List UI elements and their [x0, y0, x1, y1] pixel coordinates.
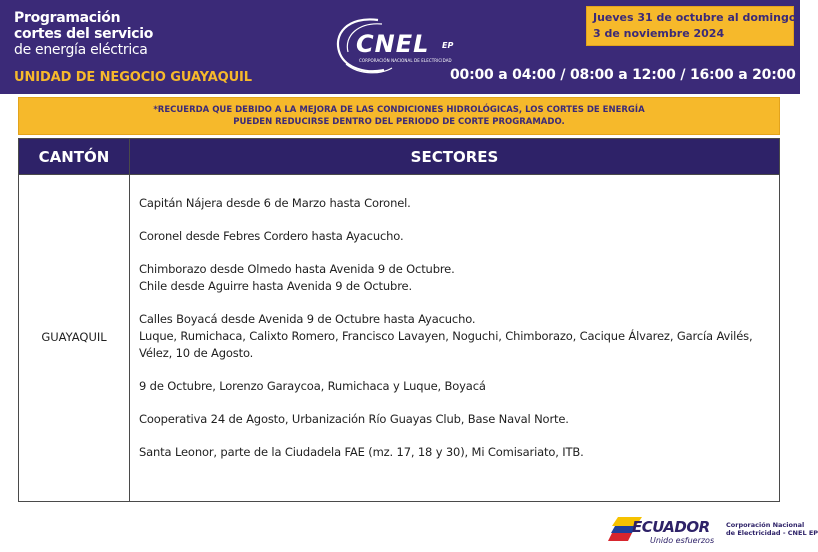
- sector-line: Cooperativa 24 de Agosto, Urbanización Río Guayas Club, Base Naval Norte.: [139, 412, 569, 426]
- sector-line: Vélez, 10 de Agosto.: [139, 346, 254, 360]
- sector-line: 9 de Octubre, Lorenzo Garaycoa, Rumichaca y Luque, Boyacá: [139, 379, 486, 393]
- corp-line-2: de Electricidad - CNEL EP: [726, 529, 818, 537]
- ecuador-wordmark: ECUADOR: [632, 518, 710, 536]
- date-range-box: [586, 6, 797, 46]
- business-unit-label: UNIDAD DE NEGOCIO GUAYAQUIL: [14, 70, 252, 85]
- sector-line: Calles Boyacá desde Avenida 9 de Octubre hasta Ayacucho.: [139, 312, 476, 326]
- title-line-2: cortes del servicio: [14, 26, 154, 42]
- canton-cell: [19, 175, 129, 501]
- column-divider: [129, 139, 130, 501]
- ecuador-logo: [612, 515, 818, 549]
- canton-name: GUAYAQUIL: [41, 330, 107, 344]
- sector-group: [139, 228, 775, 245]
- schedule-table: [18, 138, 780, 502]
- sector-line: Coronel desde Febres Cordero hasta Ayacucho.: [139, 229, 404, 243]
- date-line-1: Jueves 31 de octubre al domingo: [593, 11, 797, 24]
- logo-subtitle: CORPORACIÓN NACIONAL DE ELECTRICIDAD: [359, 58, 452, 63]
- slogan: Unido esfuerzos: [650, 536, 715, 545]
- date-line-2: 3 de noviembre 2024: [593, 27, 725, 40]
- notice-line-2: PUEDEN REDUCIRSE DENTRO DEL PERIODO DE CORTE PROGRAMADO.: [233, 117, 565, 127]
- sector-group: [139, 411, 775, 428]
- table-header: [19, 139, 779, 175]
- sector-group: [139, 378, 775, 395]
- header-banner: [0, 0, 800, 94]
- title-line-3: de energía eléctrica: [14, 42, 148, 58]
- sectors-cell: [139, 195, 775, 477]
- sector-group: [139, 311, 775, 362]
- corporation-name: [726, 521, 818, 537]
- notice-line-1: *RECUERDA QUE DEBIDO A LA MEJORA DE LAS CONDICIONES HIDROLÓGICAS, LOS CORTES DE ENERGÍA: [153, 105, 645, 115]
- sector-line: Luque, Rumichaca, Calixto Romero, Francisco Lavayen, Noguchi, Chimborazo, Cacique Álvarez, García Avilés,: [139, 329, 753, 343]
- sector-group: [139, 261, 775, 295]
- sector-line: Chile desde Aguirre hasta Avenida 9 de Octubre.: [139, 279, 412, 293]
- sector-line: Chimborazo desde Olmedo hasta Avenida 9 de Octubre.: [139, 262, 455, 276]
- header-sectores: SECTORES: [410, 148, 499, 166]
- sector-line: Capitán Nájera desde 6 de Marzo hasta Coronel.: [139, 196, 411, 210]
- logo-text: CNEL: [356, 30, 430, 58]
- sector-group: [139, 195, 775, 212]
- header-title: [14, 10, 153, 58]
- title-line-1: Programación: [14, 10, 121, 26]
- sector-group: [139, 444, 775, 461]
- sector-line: Santa Leonor, parte de la Ciudadela FAE (mz. 17, 18 y 30), Mi Comisariato, ITB.: [139, 445, 584, 459]
- header-canton: CANTÓN: [38, 148, 110, 166]
- outage-hours: 00:00 a 04:00 / 08:00 a 12:00 / 16:00 a 20:00: [450, 67, 796, 83]
- notice-banner: [18, 97, 780, 135]
- corp-line-1: Corporación Nacional: [726, 521, 805, 529]
- logo-suffix: EP: [442, 41, 454, 50]
